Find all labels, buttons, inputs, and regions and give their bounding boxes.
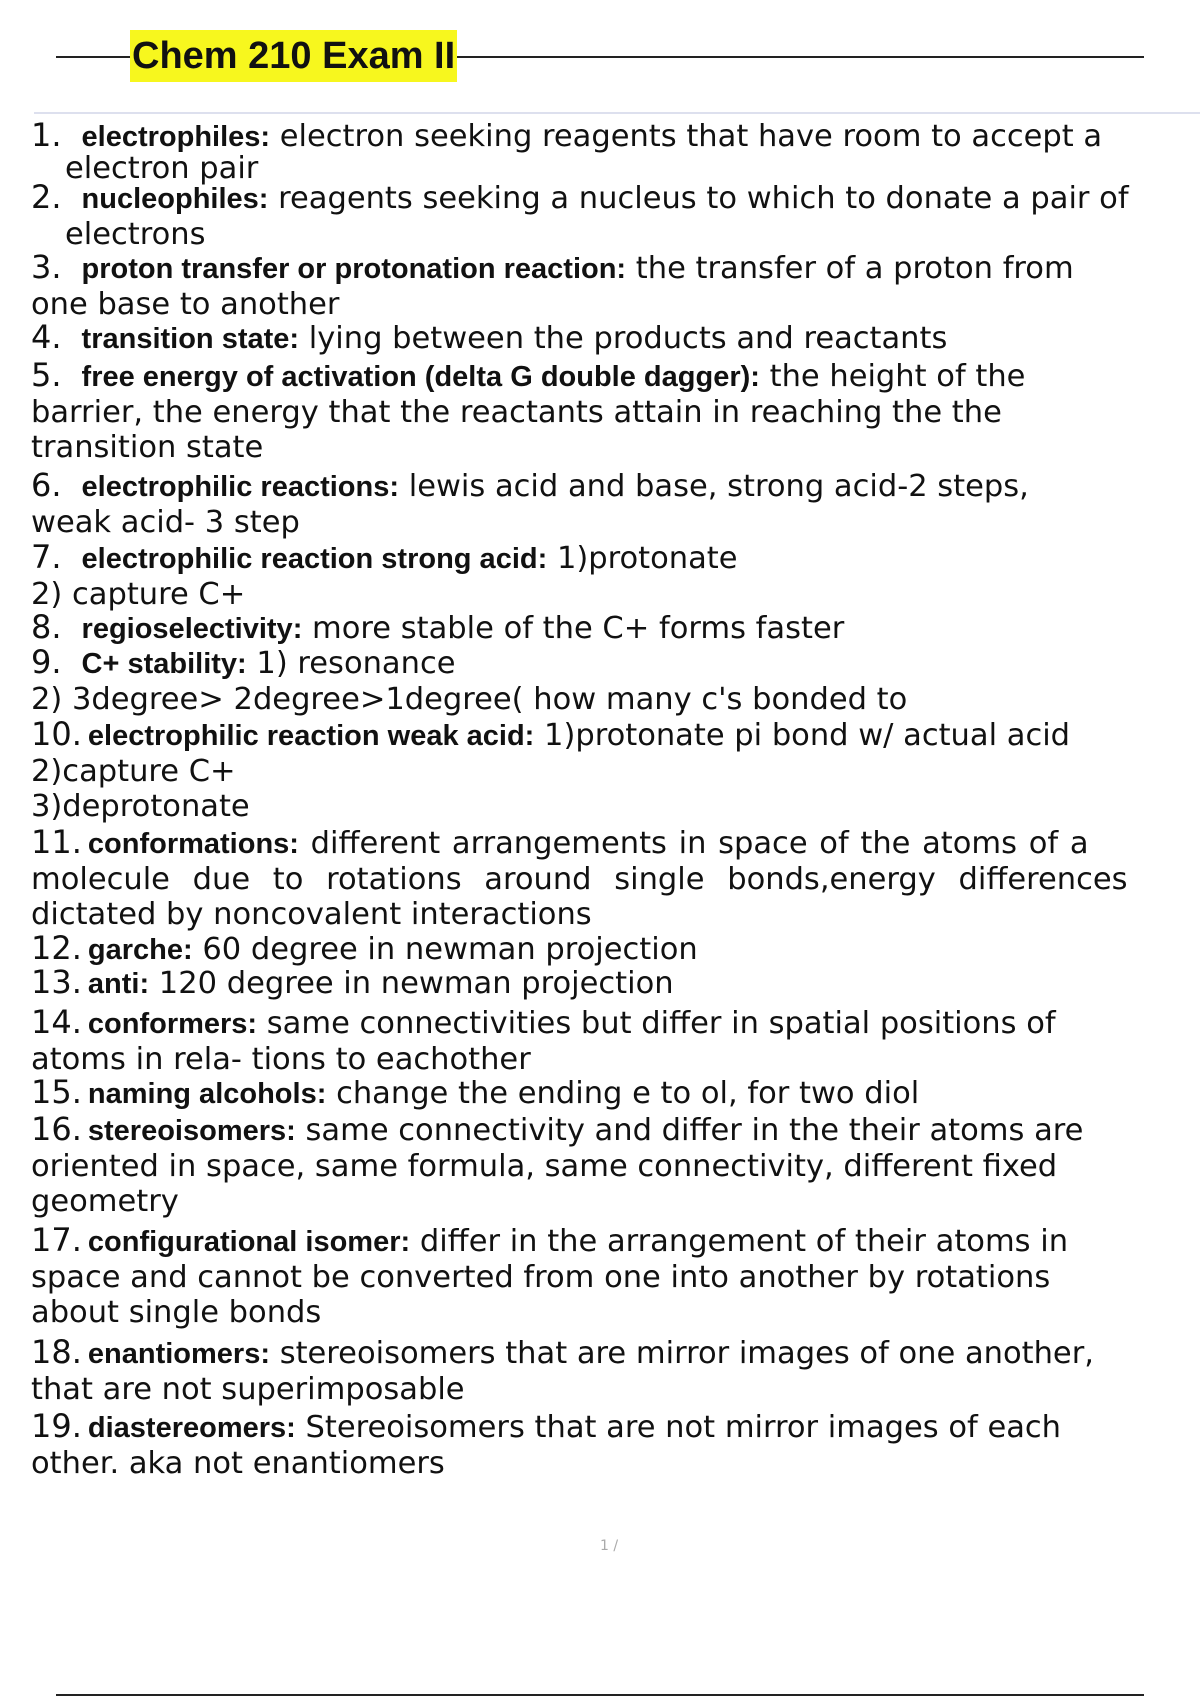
item-definition: electron seeking reagents that have room to accept a (270, 119, 1103, 154)
item-number: 11. (31, 823, 82, 861)
item-term: diastereomers: (87, 1412, 296, 1444)
item-number: 16. (31, 1110, 82, 1148)
item-term: transition state: (81, 323, 300, 355)
definition-list (31, 118, 1196, 1481)
separator-line (34, 112, 1200, 114)
item-term: garche: (87, 934, 193, 966)
item-number: 2. (31, 178, 62, 216)
list-item (31, 1075, 1196, 1112)
item-definition-continued: space and cannot be converted from one into another by rotations (31, 1260, 1051, 1295)
item-definition: 1)protonate pi bond w/ actual acid (534, 718, 1071, 753)
item-term: naming alcohols: (87, 1078, 327, 1110)
item-term: free energy of activation (delta G double dagger): (81, 361, 760, 393)
list-item (31, 250, 1196, 320)
list-item (31, 1005, 1196, 1075)
item-definition-continued: barrier, the energy that the reactants attain in reaching the the (31, 395, 1002, 430)
item-number: 4. (31, 318, 62, 356)
page-number: 1 / (600, 1538, 619, 1554)
item-number: 15. (31, 1073, 82, 1111)
item-definition: lewis acid and base, strong acid-2 steps, (399, 469, 1029, 504)
list-item (31, 116, 1196, 186)
item-definition: different arrangements in space of the atoms of a (298, 826, 1089, 861)
list-item (31, 1223, 1196, 1335)
list-item (31, 1409, 1196, 1481)
item-definition: reagents seeking a nucleus to which to donate a pair of (268, 181, 1129, 216)
list-item (31, 825, 1196, 931)
item-term: electrophilic reaction weak acid: (87, 720, 535, 752)
document-header (56, 30, 1144, 86)
item-number: 13. (31, 963, 82, 1001)
item-definition-continued: one base to another (31, 287, 340, 322)
item-definition-continued: 3)deprotonate (31, 789, 250, 824)
item-number: 7. (31, 538, 62, 576)
item-definition: 60 degree in newman projection (192, 932, 698, 967)
item-term: regioselectivity: (81, 613, 303, 645)
item-definition: change the ending e to ol, for two diol (326, 1076, 920, 1111)
item-definition: 1)protonate (547, 541, 738, 576)
list-item (31, 540, 1196, 610)
list-item (31, 717, 1196, 825)
item-number: 19. (31, 1407, 82, 1445)
list-item (31, 1112, 1196, 1223)
item-term: stereoisomers: (87, 1115, 296, 1147)
item-number: 14. (31, 1003, 82, 1041)
item-definition-continued: molecule due to rotations around single bonds,energy differences (31, 862, 1128, 897)
item-term: conformations: (87, 828, 299, 860)
item-definition-continued: about single bonds (31, 1295, 322, 1330)
item-definition-continued: electron pair (65, 151, 259, 186)
item-number: 8. (31, 608, 62, 646)
item-number: 10. (31, 715, 82, 753)
item-term: electrophilic reaction strong acid: (81, 543, 548, 575)
item-definition-continued: oriented in space, same formula, same connectivity, different fixed (31, 1149, 1058, 1184)
item-definition-continued: dictated by noncovalent interactions (31, 897, 592, 932)
item-definition: lying between the products and reactants (299, 321, 948, 356)
item-definition: the height of the (759, 359, 1026, 394)
item-term: electrophiles: (81, 121, 271, 153)
item-definition-continued: transition state (31, 430, 264, 465)
item-definition: same connectivity and differ in the their atoms are (295, 1113, 1084, 1148)
item-definition-continued: geometry (31, 1184, 179, 1219)
item-definition: more stable of the C+ forms faster (302, 611, 845, 646)
item-term: nucleophiles: (81, 183, 269, 215)
item-definition-continued: that are not superimposable (31, 1372, 465, 1407)
item-number: 5. (31, 356, 62, 394)
list-item (31, 468, 1196, 540)
item-definition: Stereoisomers that are not mirror images of each (295, 1410, 1062, 1445)
item-definition: 1) resonance (246, 646, 456, 681)
footer-rule (56, 1694, 1144, 1696)
item-definition-continued: 2)capture C+ (31, 754, 236, 789)
list-item (31, 610, 1196, 645)
item-definition-continued: atoms in rela- tions to eachother (31, 1042, 531, 1077)
item-definition: differ in the arrangement of their atoms in (410, 1224, 1069, 1259)
item-term: C+ stability: (81, 648, 247, 680)
item-term: anti: (87, 968, 150, 1000)
list-item (31, 645, 1196, 717)
page-title: Chem 210 Exam II (130, 30, 457, 82)
list-item (31, 320, 1196, 358)
list-item (31, 965, 1196, 1005)
item-number: 3. (31, 248, 62, 286)
list-item (31, 358, 1196, 468)
item-term: proton transfer or protonation reaction: (81, 253, 627, 285)
item-definition: the transfer of a proton from (626, 251, 1074, 286)
item-definition: same connectivities but differ in spatial positions of (257, 1006, 1056, 1041)
item-number: 1. (31, 116, 62, 154)
list-item (31, 180, 1196, 250)
list-item (31, 931, 1196, 965)
item-term: electrophilic reactions: (81, 471, 400, 503)
item-definition: 120 degree in newman projection (149, 966, 674, 1001)
item-definition-continued: 2) 3degree> 2degree>1degree( how many c's bonded to (31, 682, 908, 717)
item-number: 6. (31, 466, 62, 504)
item-number: 17. (31, 1221, 82, 1259)
item-definition-continued: 2) capture C+ (31, 577, 246, 612)
item-definition-continued: electrons (65, 217, 206, 252)
item-definition-continued: weak acid- 3 step (31, 505, 300, 540)
item-number: 9. (31, 643, 62, 681)
item-definition-continued: other. aka not enantiomers (31, 1446, 445, 1481)
item-term: configurational isomer: (87, 1226, 411, 1258)
item-term: enantiomers: (87, 1338, 270, 1370)
list-item (31, 1335, 1196, 1409)
item-term: conformers: (87, 1008, 258, 1040)
item-number: 18. (31, 1333, 82, 1371)
item-definition: stereoisomers that are mirror images of one another, (270, 1336, 1094, 1371)
item-number: 12. (31, 929, 82, 967)
